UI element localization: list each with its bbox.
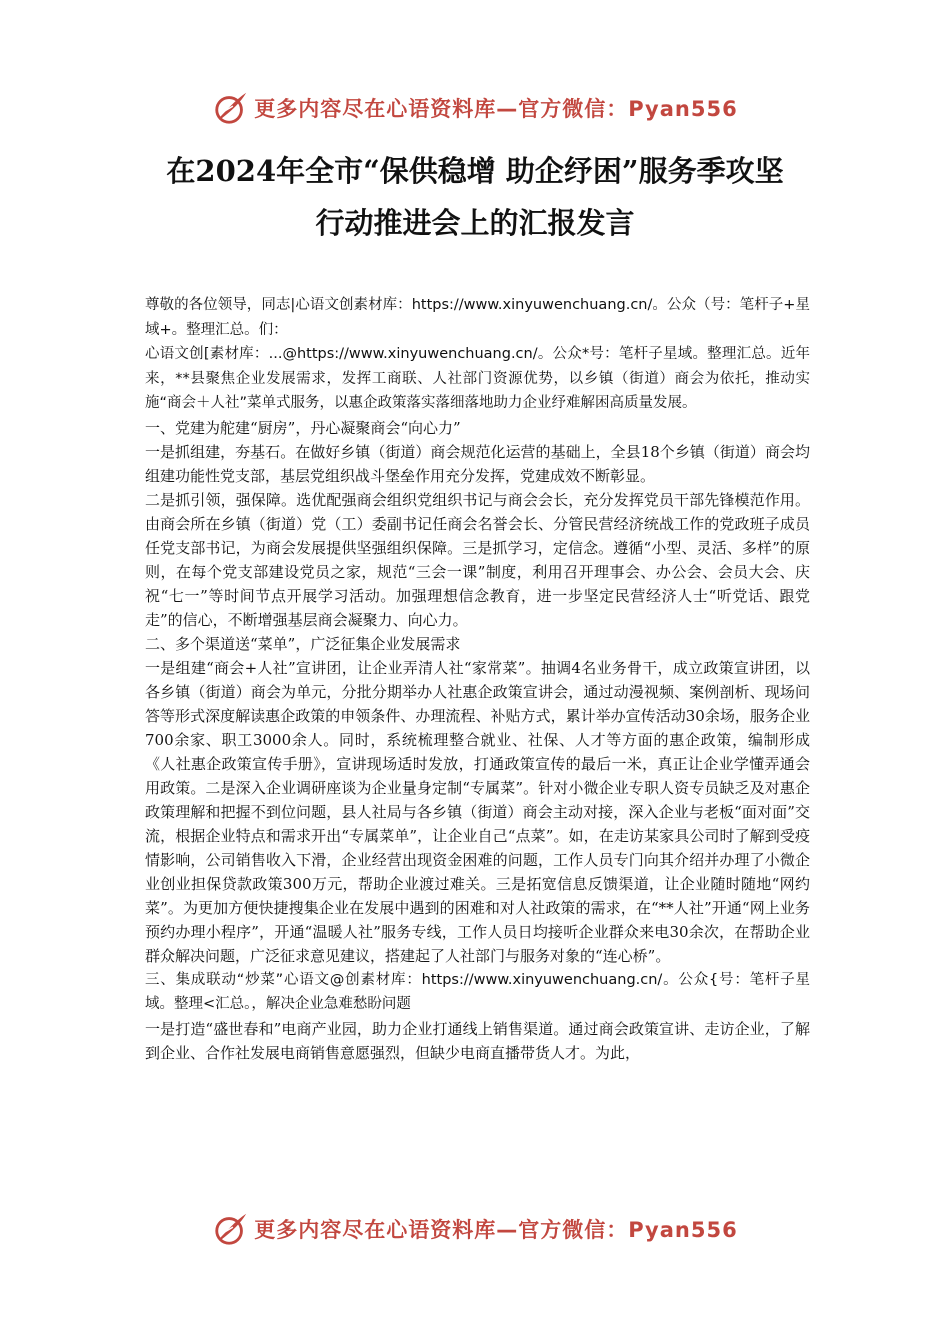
paragraph: 一是组建“商会+人社”宣讲团，让企业弄清人社“家常菜”。抽调4名业务骨干，成立政策宣讲团，以各乡镇（街道）商会为单元，分批分期举办人社惠企政策宣讲会，通过动漫视频、案例剖析、现场问答等形式深度解读惠企政策的申领条件、办理流程、补贴方式，累计举办宣传活动30余场，服务企业700余家、职工3000余人。同时，系统梳理整合就业、社保、人才等方面的惠企政策，编制形成《人社惠企政策宣传手册》，宣讲现场适时发放，打通政策宣传的最后一米，真正让企业学懂弄通会用政策。二是深入企业调研座谈为企业量身定制“专属菜”。针对小微企业专职人资专员缺乏及对惠企政策理解和把握不到位问题，县人社局与各乡镇（街道）商会主动对接，深入企业与老板“面对面”交流，根据企业特点和需求开出“专属菜单”，让企业自己“点菜”。如，在走访某家具公司时了解到受疫情影响，公司销售收入下滑，企业经营出现资金困难的问题，工作人员专门向其介绍并办理了小微企业创业担保贷款政策300万元，帮助企业渡过难关。三是拓宽信息反馈渠道，让企业随时随地“网约菜”。为更加方便快捷搜集企业在发展中遇到的困难和对人社政策的需求，在“**人社”开通“网上业务预约办理小程序”，开通“温暖人社”服务专线，工作人员日均接听企业群众来电30余次，在帮助企业群众解决问题，广泛征求意见建议，搭建起了人社部门与服务对象的“连心桥”。: [145, 658, 810, 965]
title-line-1: 在2024年全市“保供稳增 助企纾困”服务季攻坚: [166, 154, 784, 188]
quill-circle-logo-icon: [212, 1210, 250, 1248]
paragraph: 二是抓引领，强保障。选优配强商会组织党组织书记与商会会长，充分发挥党员干部先锋模范作用。由商会所在乡镇（街道）党（工）委副书记任商会名誉会长、分管民营经济统战工作的党政班子成员任党支部书记，为商会发展提供坚强组织保障。三是抓学习，定信念。遵循“小型、灵活、多样”的原则，在每个党支部建设党员之家，规范“三会一课”制度，利用召开理事会、办公会、会员大会、庆祝“七一”等时间节点开展学习活动。加强理想信念教育，进一步坚定民营经济人士“听党话、跟党走”的信心，不断增强基层商会凝聚力、向心力。: [145, 490, 810, 629]
paragraph: 一是抓组建，夯基石。在做好乡镇（街道）商会规范化运营的基础上，全县18个乡镇（街道）商会均组建功能性党支部，基层党组织战斗堡垒作用充分发挥，党建成效不断彰显。: [145, 442, 810, 485]
footer-banner: [0, 1207, 950, 1251]
paragraph-salutation: 尊敬的各位领导，同志|心语文创素材库：https://www.xinyuwenchuang.cn/。公众（号：笔杆子+星域+。整理汇总。们：: [145, 297, 810, 338]
quill-circle-logo-icon: [212, 89, 250, 127]
section-heading-1: 一、党建为舵建“厨房”，丹心凝聚商会“向心力”: [145, 418, 461, 437]
document-title: [60, 145, 890, 249]
header-banner: [0, 86, 950, 130]
banner-text: 更多内容尽在心语资料库—官方微信：Pyan556: [254, 1218, 738, 1242]
section-heading-3: 三、集成联动“炒菜”心语文@创素材库：https://www.xinyuwenchuang.cn/。公众{号：笔杆子星域。整理<汇总。，解决企业急难愁盼问题: [145, 971, 810, 1012]
title-line-2: 行动推进会上的汇报发言: [315, 206, 635, 240]
paragraph-intro: 心语文创[素材库：...@https://www.xinyuwenchuang.cn/。公众*号：笔杆子星域。整理汇总。近年来，**县聚焦企业发展需求，发挥工商联、人社部门资源优势，以乡镇（街道）商会为依托，推动实施“商会＋人社”菜单式服务，以惠企政策落实落细落地助力企业纾难解困高质量发展。: [145, 346, 810, 411]
banner-text: 更多内容尽在心语资料库—官方微信：Pyan556: [254, 97, 738, 121]
section-heading-2: 二、多个渠道送“菜单”，广泛征集企业发展需求: [145, 634, 461, 653]
document-body: [145, 293, 810, 1065]
paragraph: 一是打造“盛世春和”电商产业园，助力企业打通线上销售渠道。通过商会政策宣讲、走访企业，了解到企业、合作社发展电商销售意愿强烈，但缺少电商直播带货人才。为此，: [145, 1019, 810, 1062]
